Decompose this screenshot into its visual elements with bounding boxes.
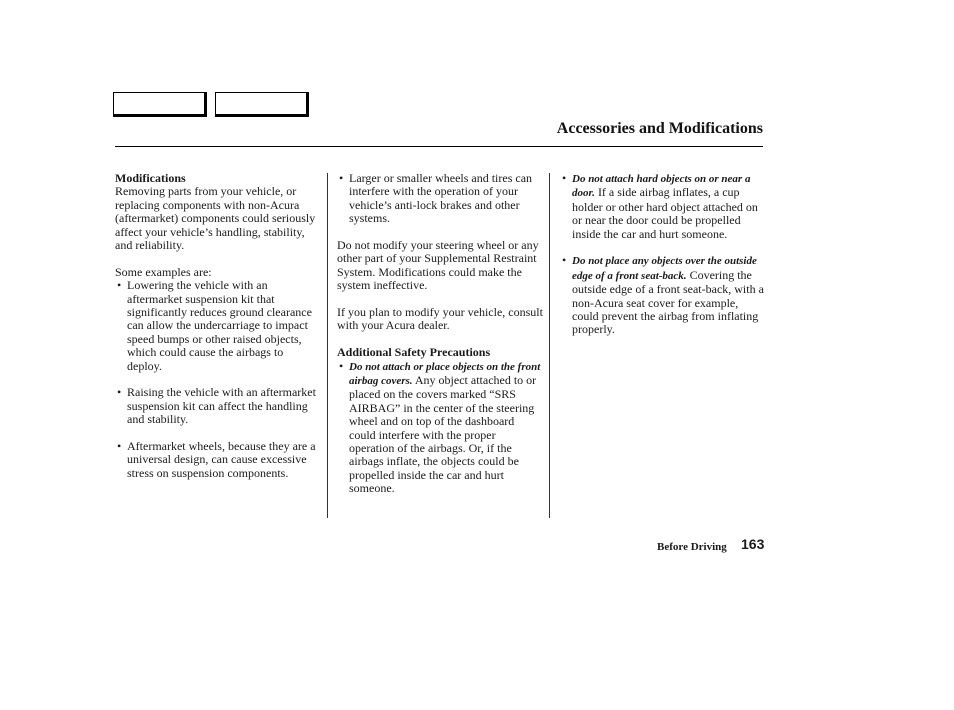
examples-label: Some examples are: [115,264,212,279]
list-item [560,172,766,241]
warning-lead: Do not attach or place objects on the front airbag covers. [349,360,541,388]
warning-text: Any object attached to or placed on the covers marked “SRS AIRBAG” in the center of the steering wheel and on top of the dashboard could interfere with the proper operation of the airbags. Or, if the airbags inflate, the objects could be propelled inside the car and hurt someone. [349,373,537,496]
list-item: • Larger or smaller wheels and tires can interfere with the operation of your vehicle’s anti-lock brakes and other systems. [337,172,543,226]
section-heading-safety-precautions: Additional Safety Precautions [337,345,491,360]
title-divider [115,146,763,147]
warning-lead: Do not place any objects over the outside edge of a front seat-back. [572,255,757,282]
warning-lead: Do not attach hard objects on or near a door. [572,173,751,200]
list-item [337,360,543,496]
column-divider-1 [327,173,328,518]
nav-tab-box-2[interactable] [215,92,309,117]
column-divider-2 [549,173,550,518]
precautions-list [337,360,543,496]
precautions-list-continued [560,172,766,337]
steering-wheel-paragraph: Do not modify your steering wheel or any other part of your Supplemental Restraint System. Modifications could make the system ineffective. [337,238,539,293]
nav-tab-box-1[interactable] [113,92,207,117]
warning-text: Covering the outside edge of a front seat-back, with a non-Acura seat cover for example, could prevent the airbag from inflating properly. [572,267,764,337]
column-2 [337,172,543,509]
wheels-list [337,172,543,226]
modifications-intro: Removing parts from your vehicle, or replacing components with non-Acura (aftermarket) components could seriously affect your vehicle’s handling, stability, and reliability. [115,184,316,253]
footer-section-label: Before Driving [657,541,727,553]
examples-list [115,279,321,480]
section-heading-modifications: Modifications [115,171,186,185]
list-item: • Raising the vehicle with an aftermarket suspension kit can affect the handling and stability. [115,386,321,426]
column-3 [560,172,766,350]
page-number: 163 [741,536,765,552]
list-item: • Lowering the vehicle with an aftermarket suspension kit that significantly reduces ground clearance can allow the undercarriage to impact speed bumps or other raised objects, which could cause the airbags to deploy. [115,279,321,373]
dealer-paragraph: If you plan to modify your vehicle, consult with your Acura dealer. [337,305,543,333]
column-1 [115,172,321,494]
page-title: Accessories and Modifications [556,120,763,137]
warning-text: If a side airbag inflates, a cup holder or other hard object attached on or near the door could be propelled inside the car and hurt someone. [572,185,758,241]
list-item [560,254,766,336]
list-item: • Aftermarket wheels, because they are a universal design, can cause excessive stress on suspension components. [115,440,321,480]
